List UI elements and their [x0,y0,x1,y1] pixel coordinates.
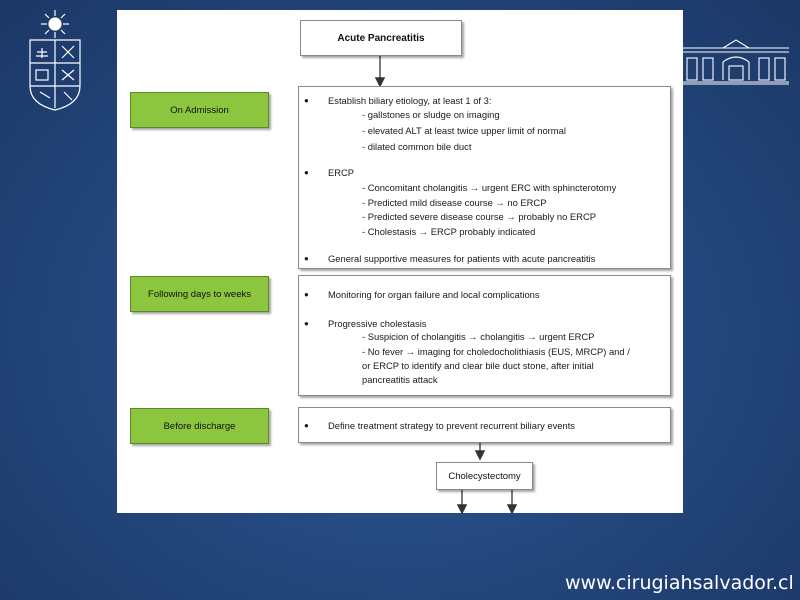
stage-following-days: Following days to weeks [130,276,269,312]
following-no-fever-2: or ERCP to identify and clear bile duct stone, after initial [362,360,594,371]
stage-on-admission: On Admission [130,92,269,128]
admission-cholangitis: - Concomitant cholangitis → urgent ERC with sphincterotomy [362,182,617,193]
following-progressive-cholestasis: Progressive cholestasis [328,318,427,329]
admission-dilated-duct: - dilated common bile duct [362,141,472,152]
admission-ercp: ERCP [328,167,355,178]
cholecystectomy-node [436,462,533,490]
following-no-fever-1: - No fever → imaging for choledocholithiasis (EUS, MRCP) and / [362,346,630,357]
following-no-fever-3: pancreatitis attack [362,374,438,385]
acute-pancreatitis-label: Acute Pancreatitis [337,32,425,44]
acute-pancreatitis-node [300,20,462,56]
cholecystectomy-label: Cholecystectomy [448,470,521,482]
admission-biliary-etiology: Establish biliary etiology, at least 1 of 3: [328,95,492,106]
following-monitoring: Monitoring for organ failure and local complications [328,289,540,300]
following-bullet-1: ● [304,290,309,299]
discharge-bullet-1: ● [304,421,309,430]
admission-bullet-2: ● [304,168,309,177]
admission-elevated-alt: - elevated ALT at least twice upper limit of normal [362,125,566,136]
admission-severe: - Predicted severe disease course → probably no ERCP [362,211,596,222]
admission-gallstones: - gallstones or sludge on imaging [362,109,500,120]
following-bullet-2: ● [304,319,309,328]
stage-before-discharge: Before discharge [130,408,269,444]
admission-mild: - Predicted mild disease course → no ERCP [362,197,547,208]
following-suspicion: - Suspicion of cholangitis → cholangitis → urgent ERCP [362,331,595,342]
admission-cholestasis: - Cholestasis → ERCP probably indicated [362,226,536,237]
admission-bullet-3: ● [304,254,309,263]
admission-supportive: General supportive measures for patients with acute pancreatitis [328,253,596,264]
admission-bullet-1: ● [304,96,309,105]
discharge-treatment-strategy: Define treatment strategy to prevent recurrent biliary events [328,420,575,431]
footer-website-url: www.cirugiahsalvador.cl [565,572,794,594]
